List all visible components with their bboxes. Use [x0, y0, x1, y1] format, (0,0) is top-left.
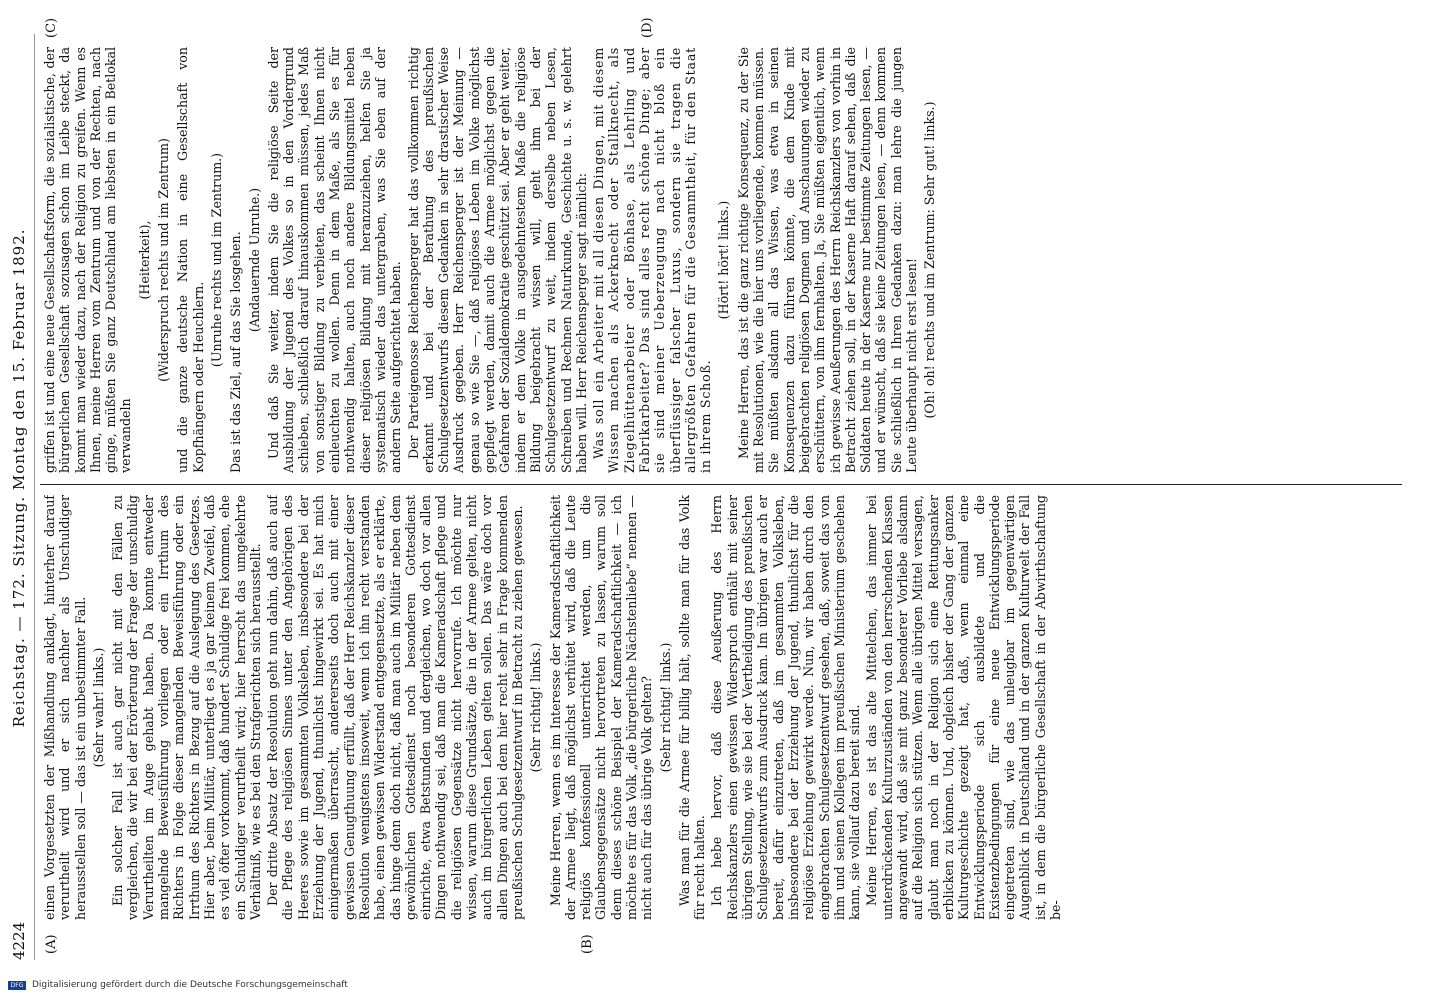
- paragraph: (Unruhe rechts und im Zentrum.): [208, 152, 224, 368]
- paragraph: Der Parteigenosse Reichensperger hat das vollkommen richtig erkannt und bei der Berathung des preußischen Schulgesetzentwurfs diesem Gedanken in sehr drastischer Weise Ausdruck gegeben. Herr Reichensperger ist der Meinung — genau so wie Sie —, daß religiöses Leben im Volke möglichst gepflegt werden, damit auch die Armee möglichst gegen die Gefahren der Sozialdemokratie geschützt sei. Aber er geht weiter, indem er dem Volke in ausgedehntestem Maße die religiöse Bildung beigebracht wissen will, geht ihm bei der Schulgesetzentwurf zu weit, indem derselbe neben Lesen, Schreiben und Rechnen Naturkunde, Geschichte u. s. w. gelehrt haben will. Herr Reichensperger sagt nämlich:: [405, 47, 589, 473]
- paragraph: Ein solcher Fall ist auch gar nicht mit den Fällen zu vergleichen, die wir bei der Erörterung der Frage der unschuldig Verurtheilten im Auge gehabt haben. Da konnte entweder mangelnde Beweisführung vorliegen oder ein Irrthum des Richters in Folge dieser mangelnden Beweisführung oder ein Irrthum des Richters in Bezug auf die Auslegung des Gesetzes. Hier aber, beim Militär, unterliegt es ja gar keinem Zweifel, daß es viel öfter vorkommt, daß hundert Schuldige frei kommen, ehe ein Schuldiger verurtheilt wird; hier herrscht das umgekehrte Verhältniß, wie es bei den Strafgerichten sich herausstellt.: [110, 495, 263, 920]
- paragraph: (Hört! hört! links.): [716, 200, 732, 320]
- digitization-credit: [8, 980, 988, 990]
- paragraph: Meine Herren, es ist das alte Mittelchen, das immer bei unterdrückenden Kulturzuständen von den herrschenden Klassen angewandt wird, daß sie mit ganz besonderer Vorliebe alsdann auf die Religion sich stützen. Wenn alle übrigen Mittel versagen, glaubt man noch in der Religion sich eine Rettungsanker erblicken zu können. Und, obgleich bisher der Gang der ganzen Kulturgeschichte gezeigt hat, daß, wenn einmal eine Entwicklungsperiode sich ausbildete und die Existenzbedingungen für eine neue Entwicklungsperiode eingetreten sind, wie das unleugbar im gegenwärtigen Augenblick in Deutschland und in der ganzen Kulturwelt der Fall ist, in dem die bürgerliche Gesellschaft in der Abwirthschaftung be-: [864, 495, 1063, 920]
- paragraph: Und daß Sie weiter, indem Sie die religiöse Seite der Ausbildung der Jugend des Volkes so in den Vordergrund schieben, schließlich darauf hinauskommen müssen, jedes Maß von sonstiger Bildung zu verbieten, das scheint Ihnen nicht einleuchten zu wollen. Denn in dem Maße, als Sie es für nothwendig halten, auch noch andere Bildungsmittel neben dieser religiösen Bildung mit heranzuziehen, helfen Sie ja systematisch wieder das untergraben, was Sie eben auf der andern Seite aufgerichtet haben.: [265, 47, 404, 473]
- right-text-column: [42, 47, 1402, 473]
- paragraph: und die ganze deutsche Nation in eine Gesellschaft von Kopfhängern oder Heuchlern.: [175, 47, 206, 473]
- paragraph: Was soll ein Arbeiter mit all diesen Dingen, mit diesem Wissen machen als Ackerknecht oder Stallknecht, als Ziegelhüttenarbeiter oder Bönhase, als Lehrling und Fabrikarbeiter? Das sind alles recht schöne Dinge; aber sie sind meiner Ueberzeugung nach nicht bloß ein überflüssiger falscher Luxus, sondern sie tragen die allergrößten Gefahren für die Gesammtheit, für den Staat in ihrem Schoß.: [591, 47, 714, 473]
- paragraph: einen Vorgesetzten der Mißhandlung anklagt, hinterher darauf verurtheilt wird und er sich nachher als Unschuldiger herausstellen soll — das ist ein unbestimmter Fall.: [42, 495, 88, 920]
- paragraph: (Sehr richtig! links.): [657, 642, 673, 773]
- left-text-column: [42, 495, 1402, 920]
- dfg-logo-icon: DFG: [8, 981, 26, 990]
- paragraph: Das ist das Ziel, auf das Sie losgehen.: [228, 231, 244, 473]
- margin-mark-c: (C): [44, 17, 59, 38]
- paragraph: Ich hebe hervor, daß diese Aeußerung des Herrn Reichskanzlers einen gewissen Widerspruch enthält mit seiner übrigen Stellung, wie sie bei der Vertheidigung des preußischen Schulgesetzentwurfs zum Ausdruck kam. Im übrigen war auch er bereit, dafür einzutreten, daß im gesammten Volksleben, insbesondere bei der Erziehung der Jugend, thunlichst für die religiöse Erziehung gewirkt werde. Nun, wir haben durch den eingebrachten Schulgesetzentwurf gesehen, daß, soweit das von ihm und seinen Kollegen im preußischen Ministerium geschehen kann, sie vollauf dazu bereit sind.: [709, 495, 863, 920]
- paragraph: (Oh! oh! rechts und im Zentrum: Sehr gut! links.): [922, 101, 938, 419]
- paragraph: Was man für die Armee für billig hält, sollte man für das Volk für recht halten.: [676, 495, 708, 920]
- margin-mark-a: (A): [44, 934, 59, 954]
- paragraph: Meine Herren, wenn es im Interesse der Kameradschaftlichkeit der Armee liegt, daß möglichst verhütet wird, daß die Leute religiös konfessionell unterrichtet werden, um die Glaubensgegensätze nicht hervortreten zu lassen, warum soll denn dieses schöne Beispiel der Kameradschaftlichkeit — ich möchte es für das Volk „die bürgerliche Nächstenliebe“ nennen — nicht auch für das übrige Volk gelten?: [547, 495, 655, 920]
- paragraph: (Heiterkeit),: [136, 220, 152, 300]
- page-title: Reichstag. — 172. Sitzung. Montag den 15. Februar 1892.: [10, 228, 28, 728]
- column-divider: [40, 484, 1402, 485]
- margin-mark-d: (D): [640, 17, 655, 38]
- paragraph: Der dritte Absatz der Resolution geht nun dahin, daß auch auf die Pflege des religiösen Sinnes unter den Angehörigen des Heeres sowie im gesammten Volksleben, insbesondere bei der Erziehung der Jugend, thunlichst hingewirkt sei. Es hat mich einigermaßen überrascht, andererseits doch auch mit einer gewissen Genugthuung erfüllt, daß der Herr Reichskanzler dieser Resolution wenigstens insoweit, wenn ich ihn recht verstanden habe, einen gewissen Widerstand entgegensetzte, als er erklärte, das hinge denn doch nicht, daß man auch im Militär neben dem gewöhnlichen Gottesdienst noch besonderen Gottesdienst einrichte, etwa Betstunden und dergleichen, wo doch vor allen Dingen nothwendig sei, daß man die Kameradschaft pflege und die religiösen Gegensätze nicht hervorrufe. Ich möchte nur wissen, warum diese Grundsätze, die in der Armee gelten, nicht auch im bürgerlichen Leben gelten sollen. Das wäre doch vor allen Dingen auch bei dem hier recht sehr in Frage kommenden preußischen Schulgesetzentwurf in Betracht zu ziehen gewesen.: [265, 495, 525, 920]
- margin-mark-b: (B): [580, 934, 595, 954]
- page-number: 4224: [10, 921, 28, 960]
- paragraph: (Sehr richtig! links.): [528, 642, 544, 773]
- paragraph: griffen ist und eine neue Gesellschaftsform, die sozialistische, der bürgerlichen Gesellschaft sozusagen schon im Leibe steckt, da kommt man wieder dazu, nach der Religion zu greifen. Wenn es Ihnen, meine Herren vom Zentrum und von der Rechten, nach ginge, müßten Sie ganz Deutschland am liebsten in ein Betlokal verwandeln: [42, 47, 134, 473]
- paragraph: Meine Herren, das ist die ganz richtige Konsequenz, zu der Sie mit Resolutionen, wie die hier uns vorliegende, kommen müssen. Sie müßten alsdann all das Wissen, was etwa in seinen Konsequenzen dazu führen könnte, die dem Kinde mit beigebrachten religiösen Dogmen und Anschauungen wieder zu erschüttern, von ihm fernhalten. Ja, Sie müßten eigentlich, wenn ich gewisse Aeußerungen des Herrn Reichskanzlers von vorhin in Betracht ziehen soll, in der Kaserne Haft darauf sehen, daß die Soldaten heute in der Kaserne nur bestimmte Zeitungen lesen, — und er wünscht, daß sie keine Zeitungen lesen, — denn kommen Sie schließlich in Ihren Gedanken dazu: man lehre die jungen Leute überhaupt nicht erst lesen!: [735, 47, 920, 473]
- digitization-credit-text: Digitalisierung gefördert durch die Deutsche Forschungsgemeinschaft: [32, 980, 348, 990]
- paragraph: (Sehr wahr! links.): [90, 647, 106, 768]
- page-header: [10, 34, 35, 960]
- paragraph: (Widerspruch rechts und im Zentrum): [156, 138, 172, 382]
- paragraph: (Andauernde Unruhe.): [246, 187, 262, 333]
